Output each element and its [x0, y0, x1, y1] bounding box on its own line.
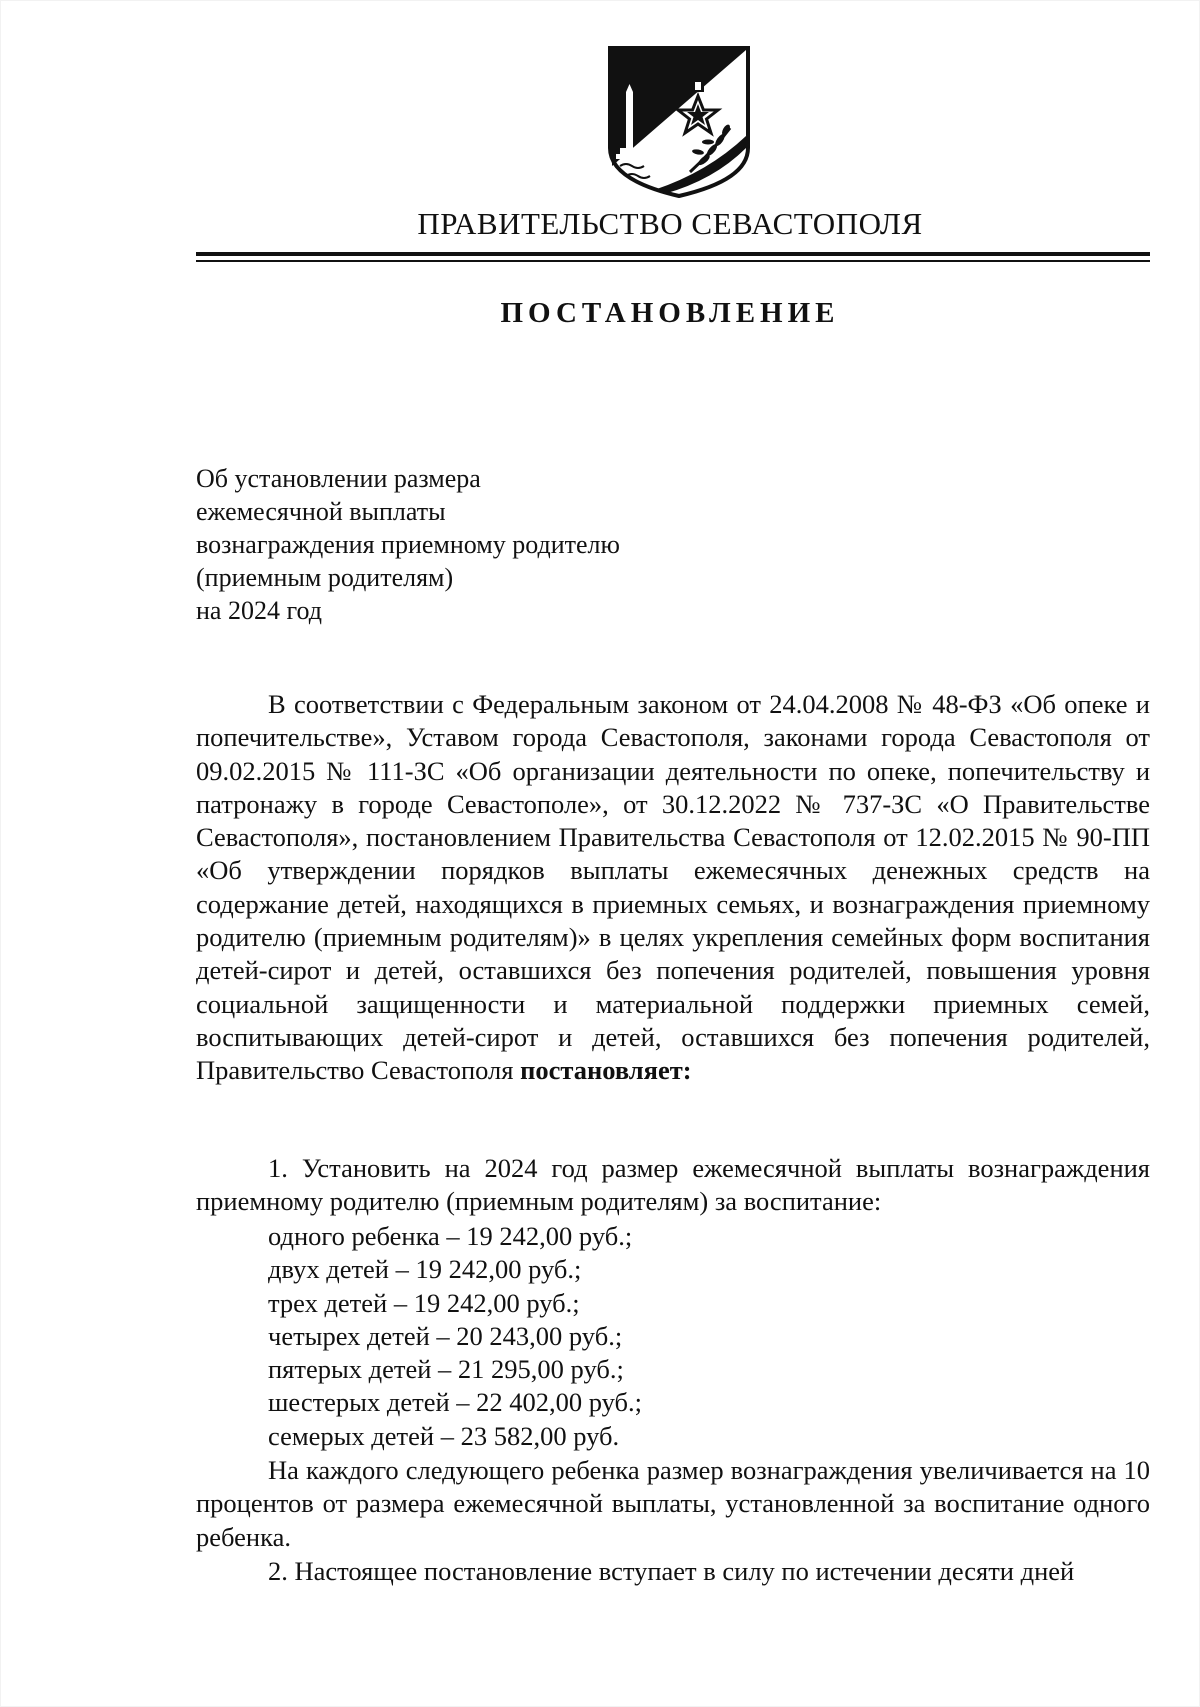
amount-item: семерых детей – 23 582,00 руб.	[268, 1420, 620, 1451]
amounts-list	[268, 1220, 642, 1453]
document-type-heading: ПОСТАНОВЛЕНИЕ	[500, 297, 840, 329]
subject-line: ежемесячной выплаты	[196, 497, 446, 526]
preamble-paragraph	[196, 688, 1150, 1088]
amount-item: четырех детей – 20 243,00 руб.;	[268, 1320, 623, 1351]
sevastopol-coat-of-arms-icon	[604, 44, 754, 200]
header-divider-thin	[196, 260, 1150, 262]
clause-2-paragraph: 2. Настоящее постановление вступает в силу по истечении десяти дней	[268, 1556, 1075, 1586]
header-divider-thick	[196, 252, 1150, 256]
preamble-resolution-word: постановляет:	[520, 1055, 692, 1086]
clause-1-paragraph: 1. Установить на 2024 год размер ежемесячной выплаты вознаграждения приемному родителю (приемным родителям) за воспитание:	[196, 1153, 1150, 1217]
amount-item: одного ребенка – 19 242,00 руб.;	[268, 1221, 633, 1251]
increment-paragraph: На каждого следующего ребенка размер вознаграждения увеличивается на 10 процентов от размера ежемесячной выплаты, установленной за воспитание одного ребенка.	[196, 1455, 1150, 1552]
amount-item: шестерых детей – 22 402,00 руб.;	[268, 1387, 643, 1418]
government-title: ПРАВИТЕЛЬСТВО СЕВАСТОПОЛЯ	[417, 206, 923, 241]
subject-line: на 2024 год	[196, 596, 322, 625]
amount-item: пятерых детей – 21 295,00 руб.;	[268, 1354, 624, 1385]
amount-item: двух детей – 19 242,00 руб.;	[268, 1254, 582, 1285]
preamble-text: В соответствии с Федеральным законом от 24.04.2008 № 48-ФЗ «Об опеке и попечительстве», Уставом города Севастополя, законами города Севастополя от 09.02.2015 № 111-ЗС «Об организации деятельности по опеке, попечительству и патронажу в городе Севастополе», от 30.12.2022 № 737-ЗС «О Правительстве Севастополя», постановлением Правительства Севастополя от 12.02.2015 № 90-ПП «Об утверждении порядков выплаты ежемесячных денежных средств на содержание детей, находящихся в приемных семьях, и вознаграждения приемному родителю (приемным родителям)» в целях укрепления семейных форм воспитания детей-сирот и детей, оставшихся без попечения родителей, повышения уровня социальной защищенности и материальной поддержки приемных семей, воспитывающих детей-сирот и детей, оставшихся без попечения родителей, Правительство Севастополя	[196, 689, 1150, 1086]
amount-item: трех детей – 19 242,00 руб.;	[268, 1287, 580, 1318]
document-subject	[196, 462, 620, 627]
subject-line: вознаграждения приемному родителю	[196, 530, 620, 559]
subject-line: Об установлении размера	[196, 464, 481, 493]
subject-line: (приемным родителям)	[196, 563, 454, 592]
